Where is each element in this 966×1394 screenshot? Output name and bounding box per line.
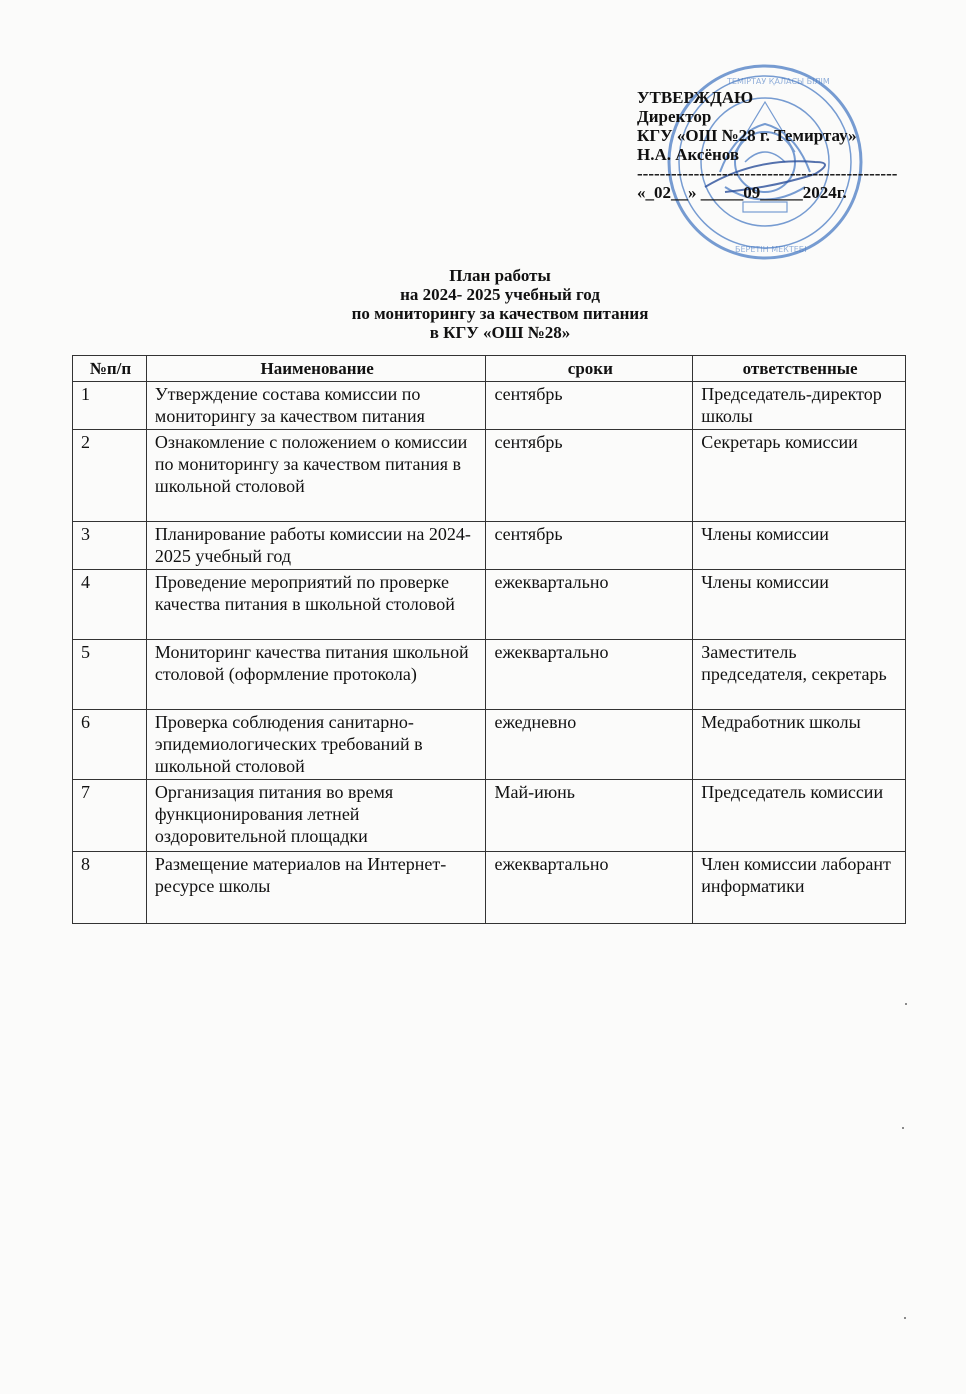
row-activity: Размещение материалов на Интернет-ресурсе школы [146,852,486,924]
header-number: №п/п [73,356,147,382]
table-row [73,522,906,570]
row-number: 1 [73,382,147,430]
row-number: 4 [73,570,147,640]
row-number: 7 [73,780,147,852]
signature-line: ---------------------------------------------- [637,164,898,183]
row-term: ежеквартально [486,640,693,710]
row-number: 8 [73,852,147,924]
approval-block [637,88,897,202]
row-responsible: Член комиссии лаборант информатики [693,852,906,924]
work-plan-table [72,355,906,924]
title-line-1: План работы [449,266,551,285]
header-name: Наименование [146,356,486,382]
title-line-4: в КГУ «ОШ №28» [429,323,571,342]
row-responsible: Медработник школы [693,710,906,780]
row-activity: Планирование работы комиссии на 2024-2025 учебный год [146,522,486,570]
scan-speck [905,1003,907,1005]
svg-text:БЕРЕТІН МЕКТЕБІ: БЕРЕТІН МЕКТЕБІ [735,245,807,254]
svg-text:ТЕМІРТАУ ҚАЛАСЫ БІЛІМ: ТЕМІРТАУ ҚАЛАСЫ БІЛІМ [727,77,830,86]
scan-speck [904,1317,906,1319]
table-row [73,780,906,852]
title-line-2: на 2024- 2025 учебный год [400,285,600,304]
row-number: 3 [73,522,147,570]
row-responsible: Председатель комиссии [693,780,906,852]
row-activity: Мониторинг качества питания школьной столовой (оформление протокола) [146,640,486,710]
row-term: сентябрь [486,382,693,430]
approval-signer-name: Н.А. Аксёнов [637,145,740,164]
row-responsible: Члены комиссии [693,570,906,640]
row-activity: Организация питания во время функционирования летней оздоровительной площадки [146,780,486,852]
table-row [73,570,906,640]
row-activity: Ознакомление с положением о комиссии по мониторингу за качеством питания в школьной столовой [146,430,486,522]
row-activity: Проведение мероприятий по проверке качества питания в школьной столовой [146,570,486,640]
approval-heading: УТВЕРЖДАЮ [637,88,754,107]
row-term: ежеквартально [486,852,693,924]
row-activity: Проверка соблюдения санитарно-эпидемиологических требований в школьной столовой [146,710,486,780]
document-title [0,266,966,342]
row-term: ежедневно [486,710,693,780]
row-term: Май-июнь [486,780,693,852]
row-term: сентябрь [486,522,693,570]
row-number: 5 [73,640,147,710]
header-responsible: ответственные [693,356,906,382]
table-row [73,640,906,710]
row-term: сентябрь [486,430,693,522]
table-row [73,430,906,522]
row-responsible: Заместитель председателя, секретарь [693,640,906,710]
table-row [73,852,906,924]
row-activity: Утверждение состава комиссии по мониторингу за качеством питания [146,382,486,430]
header-term: сроки [486,356,693,382]
row-responsible: Секретарь комиссии [693,430,906,522]
approval-position: Директор [637,107,712,126]
row-number: 6 [73,710,147,780]
approval-organization: КГУ «ОШ №28 г. Темиртау» [637,126,857,145]
approval-date: «_02__» _____09_____2024г. [637,183,847,202]
row-responsible: Члены комиссии [693,522,906,570]
row-responsible: Председатель-директор школы [693,382,906,430]
title-line-3: по мониторингу за качеством питания [351,304,649,323]
row-number: 2 [73,430,147,522]
scan-speck [902,1127,904,1129]
table-header-row [73,356,906,382]
table-row [73,710,906,780]
row-term: ежеквартально [486,570,693,640]
table-row [73,382,906,430]
